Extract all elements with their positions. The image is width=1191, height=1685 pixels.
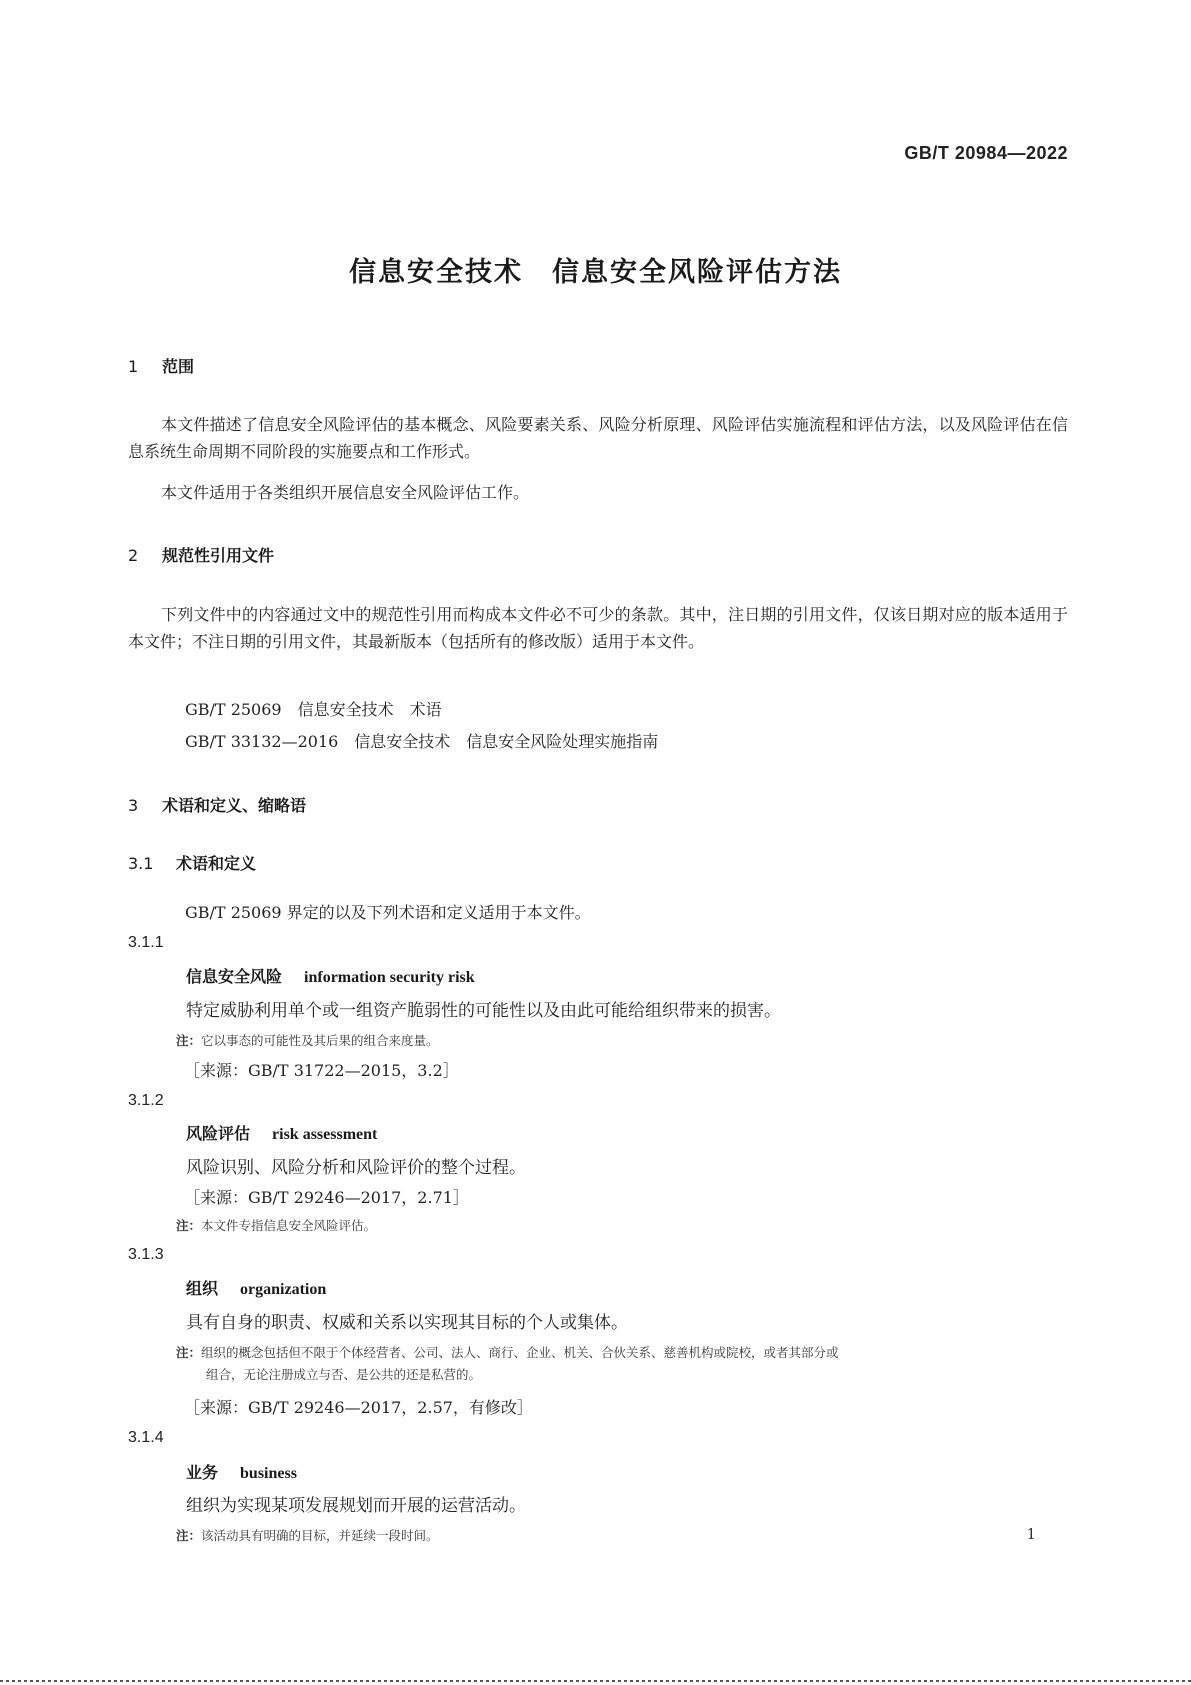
section-number: 1 xyxy=(128,357,139,376)
term-en: business xyxy=(240,1465,297,1482)
note-label: 注： xyxy=(176,1218,202,1233)
note-text: 它以事态的可能性及其后果的组合来度量。 xyxy=(201,1033,439,1048)
term-heading xyxy=(186,964,475,987)
term-note xyxy=(176,1030,1070,1052)
note-text: 组织的概念包括但不限于个体经营者、公司、法人、商行、企业、机关、合伙关系、慈善机构或院校，或者其部分或 xyxy=(201,1345,839,1360)
term-note xyxy=(176,1215,1070,1237)
section-heading-3-1 xyxy=(128,851,256,874)
term-zh: 信息安全风险 xyxy=(186,967,283,986)
term-heading xyxy=(186,1276,326,1299)
term-zh: 业务 xyxy=(186,1463,219,1482)
document-title: 信息安全技术 信息安全风险评估方法 xyxy=(349,257,842,288)
term-number: 3.1.4 xyxy=(128,1429,164,1446)
page-number: 1 xyxy=(1026,1525,1036,1543)
normative-reference: GB/T 33132—2016 信息安全技术 信息安全风险处理实施指南 xyxy=(185,732,659,751)
section-number: 2 xyxy=(128,546,139,565)
term-definition: 具有自身的职责、权威和关系以实现其目标的个人或集体。 xyxy=(186,1313,628,1333)
term-number: 3.1.3 xyxy=(128,1246,164,1263)
section-1-paragraph-1: 本文件描述了信息安全风险评估的基本概念、风险要素关系、风险分析原理、风险评估实施流程和评估方法，以及风险评估在信息系统生命周期不同阶段的实施要点和工作形式。 xyxy=(128,415,1068,461)
section-title: 规范性引用文件 xyxy=(162,546,275,565)
note-text: 该活动具有明确的目标，并延续一段时间。 xyxy=(201,1528,439,1543)
term-zh: 组织 xyxy=(186,1279,219,1298)
term-number: 3.1.2 xyxy=(128,1092,164,1109)
section-number: 3 xyxy=(128,796,139,815)
standard-code: GB/T 20984—2022 xyxy=(904,143,1068,163)
section-title: 范围 xyxy=(162,357,195,376)
normative-reference: GB/T 25069 信息安全技术 术语 xyxy=(185,700,442,719)
term-number: 3.1.1 xyxy=(128,934,164,951)
section-number: 3.1 xyxy=(128,854,154,873)
term-heading xyxy=(186,1121,377,1144)
section-heading-2 xyxy=(128,543,274,566)
section-3-1-intro: GB/T 25069 界定的以及下列术语和定义适用于本文件。 xyxy=(185,903,591,922)
term-heading xyxy=(186,1460,297,1483)
term-source: ［来源：GB/T 29246—2017，2.57，有修改］ xyxy=(184,1398,533,1417)
term-en: risk assessment xyxy=(272,1126,378,1143)
term-note xyxy=(176,1342,1070,1386)
term-note xyxy=(176,1525,1070,1547)
section-2-paragraph-1: 下列文件中的内容通过文中的规范性引用而构成本文件必不可少的条款。其中，注日期的引用文件，仅该日期对应的版本适用于本文件；不注日期的引用文件，其最新版本（包括所有的修改版）适用于本文件。 xyxy=(128,605,1068,651)
section-heading-3 xyxy=(128,793,306,816)
note-text: 本文件专指信息安全风险评估。 xyxy=(201,1218,377,1233)
page-bottom-rule xyxy=(0,1680,1191,1682)
section-1-paragraph-2: 本文件适用于各类组织开展信息安全风险评估工作。 xyxy=(161,483,530,502)
term-source: ［来源：GB/T 31722—2015，3.2］ xyxy=(184,1061,459,1080)
term-source: ［来源：GB/T 29246—2017，2.71］ xyxy=(184,1188,469,1207)
term-en: information security risk xyxy=(304,969,475,986)
section-heading-1 xyxy=(128,354,194,377)
term-definition: 特定威胁利用单个或一组资产脆弱性的可能性以及由此可能给组织带来的损害。 xyxy=(186,1001,781,1021)
term-definition: 风险识别、风险分析和风险评价的整个过程。 xyxy=(186,1158,526,1178)
note-label: 注： xyxy=(176,1345,202,1360)
note-text-continued: 组合，无论注册成立与否、是公共的还是私营的。 xyxy=(206,1367,482,1382)
note-label: 注： xyxy=(176,1033,202,1048)
term-zh: 风险评估 xyxy=(186,1124,251,1143)
note-label: 注： xyxy=(176,1528,202,1543)
section-title: 术语和定义 xyxy=(176,854,257,873)
term-definition: 组织为实现某项发展规划而开展的运营活动。 xyxy=(186,1496,526,1516)
section-title: 术语和定义、缩略语 xyxy=(162,796,307,815)
term-en: organization xyxy=(240,1281,327,1298)
